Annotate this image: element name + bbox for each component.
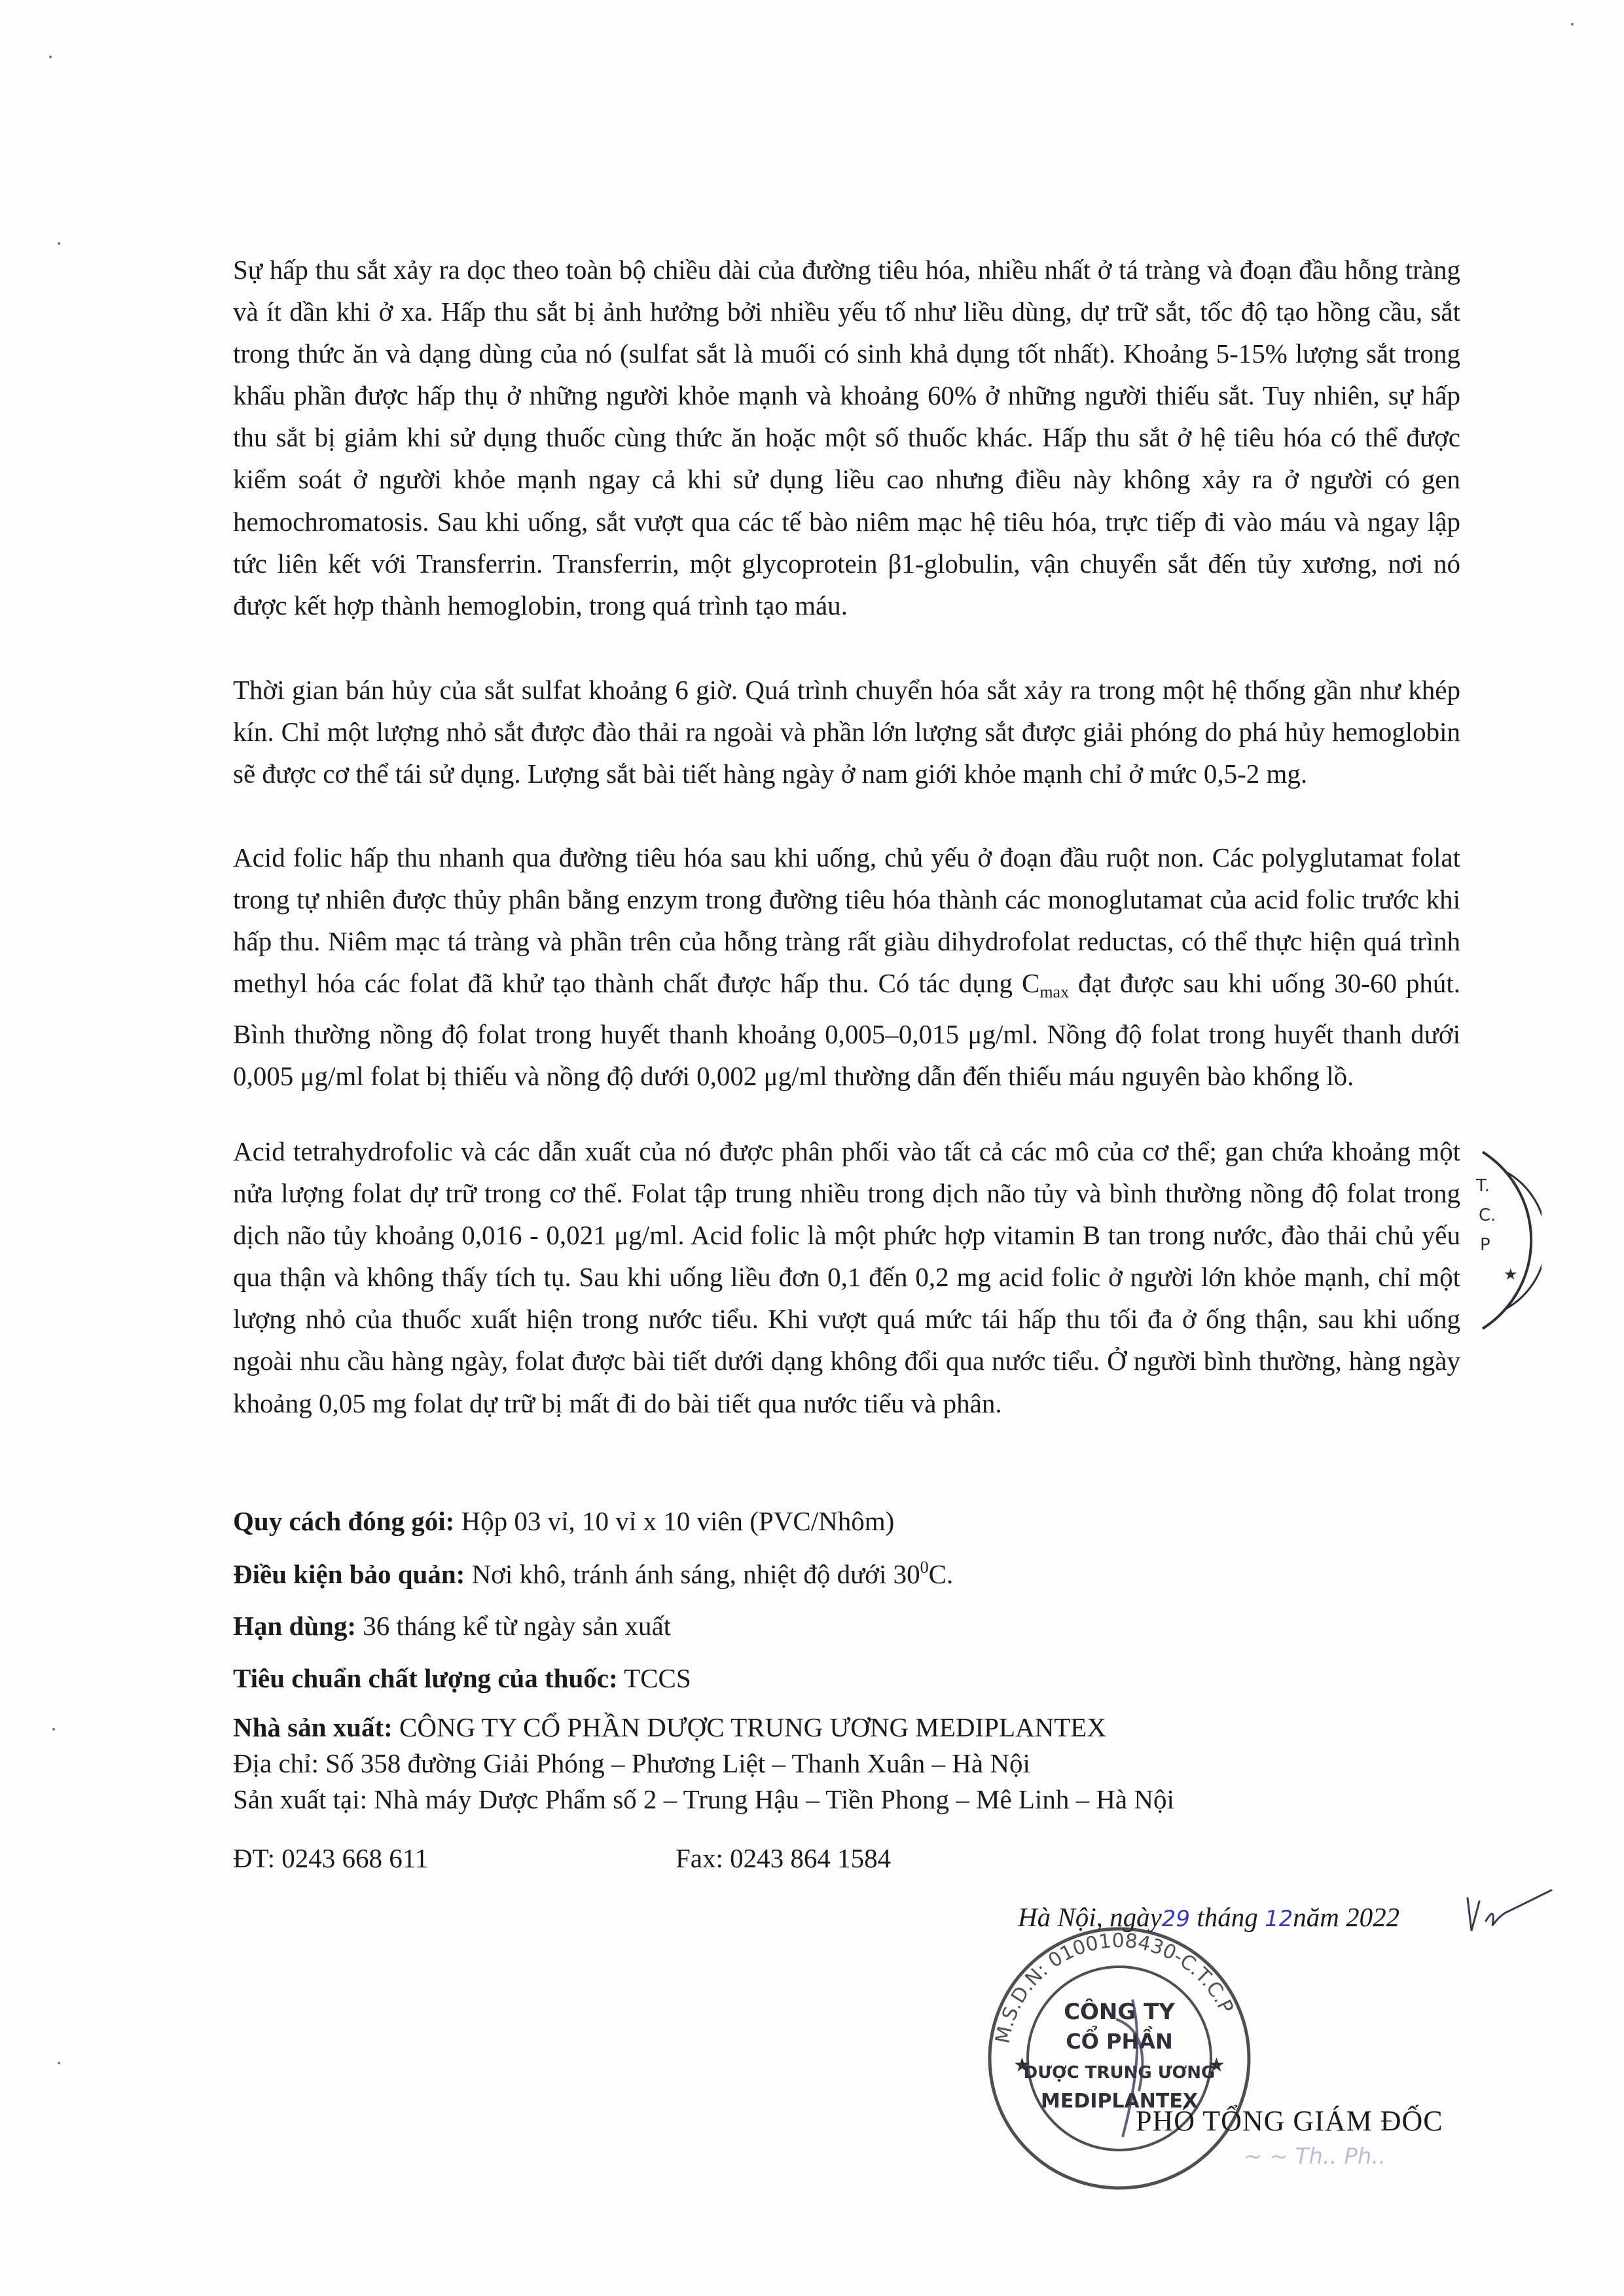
address-line: Địa chỉ: Số 358 đường Giải Phóng – Phương Liệt – Thanh Xuân – Hà Nội bbox=[233, 1748, 1030, 1778]
quality-standard-label: Tiêu chuẩn chất lượng của thuốc: bbox=[233, 1663, 618, 1693]
manufacturer-value: CÔNG TY CỔ PHẦN DƯỢC TRUNG ƯƠNG MEDIPLANTEX bbox=[392, 1712, 1106, 1742]
cmax-subscript: max bbox=[1039, 982, 1070, 1002]
faint-signature-mark: ~ ~ Th.. Ph.. bbox=[1244, 2144, 1386, 2170]
date-month-handwritten: 12 bbox=[1264, 1906, 1293, 1932]
storage-label: Điều kiện bảo quản: bbox=[233, 1559, 465, 1589]
scan-speck bbox=[58, 242, 60, 245]
packaging-label: Quy cách đóng gói: bbox=[233, 1506, 455, 1536]
quality-standard-line bbox=[233, 1662, 691, 1694]
stamp-star-left: ★ bbox=[1013, 2054, 1031, 2077]
paragraph-folate-distribution: Acid tetrahydrofolic và các dẫn xuất của nó được phân phối vào tất cả các mô của cơ thể; gan chứa khoảng một nửa lượng folat dự trữ trong cơ thể. Folat tập trung nhiều trong dịch não tủy và bình thường nồng độ folat trong dịch não tủy khoảng 0,016 - 0,021 μg/ml. Acid folic là một phức hợp vitamin B tan trong nước, đào thải chủ yếu qua thận và không thấy tích tụ. Sau khi uống liều đơn 0,1 đến 0,2 mg acid folic ở người lớn khỏe mạnh, chỉ một lượng nhỏ của thuốc xuất hiện trong nước tiểu. Khi vượt quá mức tái hấp thu tối đa ở ống thận, sau khi uống ngoài nhu cầu hàng ngày, folat được bài tiết dưới dạng không đổi qua nước tiểu. Ở người bình thường, hàng ngày khoảng 0,05 mg folat dự trữ bị mất đi do bài tiết qua nước tiểu và phân. bbox=[233, 1136, 1460, 1418]
svg-text:C.: C. bbox=[1479, 1206, 1496, 1225]
scan-speck bbox=[52, 1728, 55, 1731]
svg-text:P: P bbox=[1480, 1235, 1490, 1255]
date-day-handwritten: 29 bbox=[1161, 1906, 1191, 1932]
paragraph-folic-text-b: đạt được sau khi uống 30-60 phút. Bình thường nồng độ folat trong huyết thanh khoảng 0,005–0,015 μg/ml. Nồng độ folat trong huyết thanh dưới 0,005 μg/ml folat bị thiếu và nồng độ dưới 0,002 μg/ml thường dẫn đến thiếu máu nguyên bào khổng lồ. bbox=[233, 968, 1460, 1092]
paragraph-iron-half-life: Thời gian bán hủy của sắt sulfat khoảng 6 giờ. Quá trình chuyển hóa sắt xảy ra trong một hệ thống gần như khép kín. Chỉ một lượng nhỏ sắt được đào thải ra ngoài và phần lớn lượng sắt được giải phóng do phá hủy hemoglobin sẽ được cơ thể tái sử dụng. Lượng sắt bài tiết hàng ngày ở nam giới khỏe mạnh chỉ ở mức 0,5-2 mg. bbox=[233, 675, 1460, 789]
quality-standard-value: TCCS bbox=[617, 1663, 691, 1693]
date-prefix: Hà Nội, ngày bbox=[1018, 1902, 1162, 1932]
stamp-line-4: MEDIPLANTEX bbox=[1041, 2090, 1198, 2113]
stamp-line-3: DƯỢC TRUNG ƯƠNG bbox=[1023, 2063, 1216, 2083]
svg-text:T.: T. bbox=[1476, 1176, 1490, 1196]
shelf-life-value: 36 tháng kể từ ngày sản xuất bbox=[356, 1611, 672, 1641]
degree-superscript: 0 bbox=[920, 1558, 929, 1577]
fax-line: Fax: 0243 864 1584 bbox=[676, 1843, 892, 1873]
stamp-line-1: CÔNG TY bbox=[1064, 1999, 1175, 2025]
company-stamp bbox=[982, 1921, 1257, 2196]
storage-unit: C. bbox=[928, 1559, 954, 1589]
stamp-line-2: CỔ PHẦN bbox=[1066, 2029, 1173, 2054]
shelf-life-label: Hạn dùng: bbox=[233, 1611, 357, 1641]
scan-speck bbox=[58, 2062, 60, 2064]
manufacturer-line bbox=[233, 1712, 1106, 1743]
packaging-line bbox=[233, 1505, 894, 1537]
storage-value: Nơi khô, tránh ánh sáng, nhiệt độ dưới 30 bbox=[465, 1559, 920, 1589]
initials-signature bbox=[1460, 1885, 1558, 1937]
stamp-ring-text: M.S.D.N: 0100108430-C.T.C.P bbox=[991, 1929, 1238, 2046]
phone-line: ĐT: 0243 668 611 bbox=[233, 1843, 429, 1873]
stamp-star-right: ★ bbox=[1208, 2054, 1225, 2077]
packaging-value: Hộp 03 vỉ, 10 vỉ x 10 viên (PVC/Nhôm) bbox=[454, 1506, 895, 1536]
scan-speck bbox=[1571, 23, 1574, 26]
paragraph-folic-text-a: Acid folic hấp thu nhanh qua đường tiêu hóa sau khi uống, chủ yếu ở đoạn đầu ruột non. Các polyglutamat folat trong tự nhiên được thủy phân bằng enzym trong đường tiêu hóa thành các monoglutamat của acid folic trước khi hấp thu. Niêm mạc tá tràng và phần trên của hỗng tràng rất giàu dihydrofolat reductas, có thể thực hiện quá trình methyl hóa các folat đã khử tạo thành chất được hấp thu. Có tác dụng C bbox=[233, 842, 1460, 999]
storage-line bbox=[233, 1558, 953, 1590]
signatory-title: PHÓ TỔNG GIÁM ĐỐC bbox=[1136, 2105, 1443, 2137]
paragraph-folic-absorption bbox=[233, 836, 1460, 1098]
date-middle: tháng bbox=[1190, 1902, 1265, 1932]
paragraph-iron-absorption: Sự hấp thu sắt xảy ra dọc theo toàn bộ chiều dài của đường tiêu hóa, nhiều nhất ở tá tràng và đoạn đầu hỗng tràng và ít dần khi ở xa. Hấp thu sắt bị ảnh hưởng bởi nhiều yếu tố như liều dùng, dự trữ sắt, tốc độ tạo hồng cầu, sắt trong thức ăn và dạng dùng của nó (sulfat sắt là muối có sinh khả dụng tốt nhất). Khoảng 5-15% lượng sắt trong khẩu phần được hấp thụ ở những người khỏe mạnh và khoảng 60% ở những người thiếu sắt. Tuy nhiên, sự hấp thu sắt bị giảm khi sử dụng thuốc cùng thức ăn hoặc một số thuốc khác. Hấp thu sắt ở hệ tiêu hóa có thể được kiểm soát ở người khỏe mạnh ngay cả khi sử dụng liều cao nhưng điều này không xảy ra ở người có gen hemochromatosis. Sau khi uống, sắt vượt qua các tế bào niêm mạc hệ tiêu hóa, trực tiếp đi vào máu và ngay lập tức liên kết với Transferrin. Transferrin, một glycoprotein β1-globulin, vận chuyển sắt đến tủy xương, nơi nó được kết hợp thành hemoglobin, trong quá trình tạo máu. bbox=[233, 255, 1460, 620]
scan-speck bbox=[49, 56, 52, 58]
partial-seal-edge bbox=[1470, 1145, 1542, 1335]
date-suffix: năm 2022 bbox=[1293, 1902, 1400, 1932]
shelf-life-line bbox=[233, 1610, 671, 1641]
factory-line: Sản xuất tại: Nhà máy Dược Phẩm số 2 – Trung Hậu – Tiền Phong – Mê Linh – Hà Nội bbox=[233, 1784, 1174, 1814]
manufacturer-label: Nhà sản xuất: bbox=[233, 1712, 393, 1742]
svg-text:★: ★ bbox=[1504, 1265, 1518, 1283]
